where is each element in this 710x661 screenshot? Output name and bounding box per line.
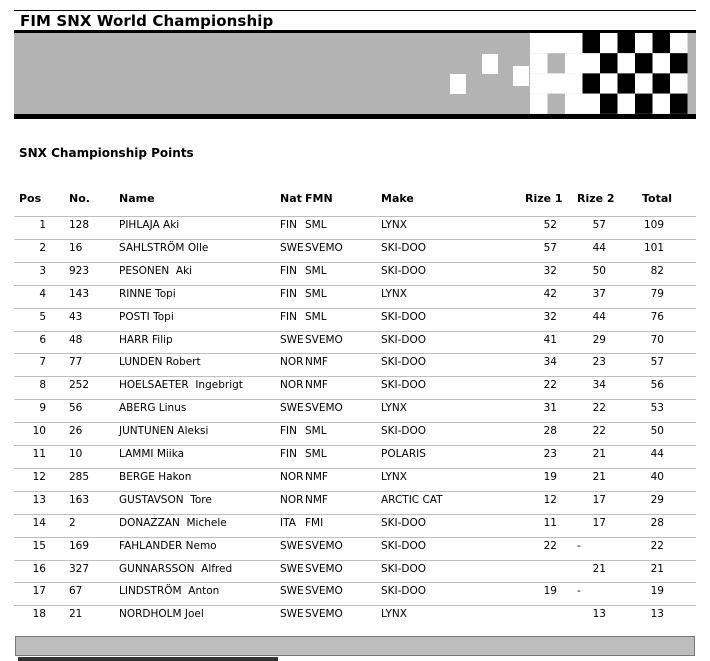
cell-rize2: 17: [592, 517, 606, 529]
cell-no: 128: [69, 219, 90, 231]
cell-fmn: SML: [305, 219, 327, 231]
cell-rize1: 19: [543, 471, 557, 483]
cell-pos: 2: [39, 242, 46, 254]
cell-pos: 13: [32, 494, 46, 506]
cell-pos: 14: [32, 517, 46, 529]
cell-rize2: 21: [592, 471, 606, 483]
cell-rize1: 12: [543, 494, 557, 506]
cell-fmn: SVEMO: [305, 608, 343, 620]
cell-rize2: 44: [592, 242, 606, 254]
row-divider: [14, 582, 696, 583]
cell-rize1: 11: [543, 517, 557, 529]
cell-no: 163: [69, 494, 90, 506]
cell-fmn: SML: [305, 311, 327, 323]
cell-rize2: 57: [592, 219, 606, 231]
cell-name: GUSTAVSON Tore: [119, 494, 212, 506]
footer-text-cutoff: [18, 657, 278, 661]
cell-rize2: 21: [592, 448, 606, 460]
cell-make: SKI-DOO: [381, 311, 427, 323]
table-row: [0, 540, 710, 562]
cell-make: SKI-DOO: [381, 265, 427, 277]
cell-rize2: 37: [592, 288, 606, 300]
cell-no: 77: [69, 356, 83, 368]
cell-fmn: SML: [305, 425, 327, 437]
cell-no: 16: [69, 242, 83, 254]
cell-pos: 10: [32, 425, 46, 437]
cell-make: LYNX: [381, 219, 407, 231]
row-divider: [14, 491, 696, 492]
row-divider: [14, 468, 696, 469]
cell-fmn: SVEMO: [305, 402, 343, 414]
cell-fmn: NMF: [305, 356, 328, 368]
cell-fmn: NMF: [305, 494, 328, 506]
cell-pos: 5: [39, 311, 46, 323]
cell-nat: SWE: [280, 402, 304, 414]
cell-nat: NOR: [280, 471, 304, 483]
cell-rize2: 50: [592, 265, 606, 277]
cell-fmn: SVEMO: [305, 585, 343, 597]
cell-pos: 3: [39, 265, 46, 277]
cell-no: 48: [69, 334, 83, 346]
cell-name: JUNTUNEN Aleksi: [119, 425, 209, 437]
cell-nat: FIN: [280, 265, 297, 277]
cell-nat: FIN: [280, 311, 297, 323]
cell-total: 13: [650, 608, 664, 620]
cell-make: LYNX: [381, 608, 407, 620]
cell-make: SKI-DOO: [381, 242, 427, 254]
cell-name: HARR Filip: [119, 334, 173, 346]
cell-nat: FIN: [280, 219, 297, 231]
table-row: [0, 608, 710, 630]
cell-rize2: 17: [592, 494, 606, 506]
cell-total: 19: [650, 585, 664, 597]
cell-fmn: FMI: [305, 517, 324, 529]
cell-name: LUNDEN Robert: [119, 356, 201, 368]
table-row: [0, 311, 710, 333]
cell-pos: 8: [39, 379, 46, 391]
header-name: Name: [119, 192, 155, 205]
row-divider: [14, 216, 696, 217]
cell-make: LYNX: [381, 402, 407, 414]
cell-no: 43: [69, 311, 83, 323]
cell-make: LYNX: [381, 471, 407, 483]
cell-rize2: -: [577, 540, 581, 552]
cell-no: 285: [69, 471, 90, 483]
cell-total: 44: [650, 448, 664, 460]
cell-name: FAHLANDER Nemo: [119, 540, 217, 552]
cell-rize2: 21: [592, 563, 606, 575]
header-nat: Nat: [280, 192, 302, 205]
row-divider: [14, 537, 696, 538]
cell-pos: 4: [39, 288, 46, 300]
cell-nat: NOR: [280, 379, 304, 391]
cell-fmn: SML: [305, 448, 327, 460]
cell-make: POLARIS: [381, 448, 426, 460]
page-title: FIM SNX World Championship: [20, 12, 274, 30]
cell-no: 67: [69, 585, 83, 597]
row-divider: [14, 353, 696, 354]
cell-no: 26: [69, 425, 83, 437]
table-row: [0, 265, 710, 287]
checkered-flag-banner: [14, 30, 696, 119]
cell-rize1: 22: [543, 540, 557, 552]
cell-name: RINNE Topi: [119, 288, 176, 300]
cell-make: SKI-DOO: [381, 585, 427, 597]
cell-no: 169: [69, 540, 90, 552]
cell-total: 22: [650, 540, 664, 552]
table-row: [0, 471, 710, 493]
cell-nat: SWE: [280, 540, 304, 552]
cell-pos: 16: [32, 563, 46, 575]
cell-total: 56: [650, 379, 664, 391]
cell-fmn: SVEMO: [305, 242, 343, 254]
cell-pos: 9: [39, 402, 46, 414]
cell-pos: 1: [39, 219, 46, 231]
cell-rize1: 41: [543, 334, 557, 346]
cell-pos: 11: [32, 448, 46, 460]
top-rule: [14, 10, 696, 11]
cell-nat: SWE: [280, 563, 304, 575]
row-divider: [14, 605, 696, 606]
cell-fmn: SML: [305, 288, 327, 300]
cell-fmn: SVEMO: [305, 563, 343, 575]
cell-name: PESONEN Aki: [119, 265, 193, 277]
row-divider: [14, 285, 696, 286]
cell-fmn: NMF: [305, 379, 328, 391]
cell-total: 79: [650, 288, 664, 300]
table-row: [0, 219, 710, 241]
cell-name: LINDSTRÖM Anton: [119, 585, 220, 597]
header-rize2: Rize 2: [577, 192, 615, 205]
table-row: [0, 402, 710, 424]
cell-nat: SWE: [280, 334, 304, 346]
cell-rize2: 23: [592, 356, 606, 368]
cell-total: 50: [650, 425, 664, 437]
cell-total: 82: [650, 265, 664, 277]
cell-make: LYNX: [381, 288, 407, 300]
footer-bar: [15, 636, 695, 656]
row-divider: [14, 399, 696, 400]
cell-name: SAHLSTRÖM Olle: [119, 242, 209, 254]
cell-name: GUNNARSSON Alfred: [119, 563, 233, 575]
cell-pos: 17: [32, 585, 46, 597]
cell-make: SKI-DOO: [381, 356, 427, 368]
cell-name: HOELSAETER Ingebrigt: [119, 379, 243, 391]
header-no: No.: [69, 192, 90, 205]
cell-nat: FIN: [280, 448, 297, 460]
cell-nat: FIN: [280, 425, 297, 437]
row-divider: [14, 376, 696, 377]
cell-nat: FIN: [280, 288, 297, 300]
cell-pos: 7: [39, 356, 46, 368]
cell-nat: NOR: [280, 356, 304, 368]
cell-make: SKI-DOO: [381, 334, 427, 346]
cell-no: 327: [69, 563, 90, 575]
header-fmn: FMN: [305, 192, 333, 205]
row-divider: [14, 331, 696, 332]
cell-make: SKI-DOO: [381, 425, 427, 437]
cell-fmn: NMF: [305, 471, 328, 483]
cell-nat: SWE: [280, 242, 304, 254]
row-divider: [14, 514, 696, 515]
table-row: [0, 379, 710, 401]
cell-rize1: 23: [543, 448, 557, 460]
cell-total: 29: [650, 494, 664, 506]
cell-rize1: 32: [543, 265, 557, 277]
cell-nat: ITA: [280, 517, 296, 529]
cell-total: 76: [650, 311, 664, 323]
header-rize1: Rize 1: [525, 192, 563, 205]
cell-make: SKI-DOO: [381, 379, 427, 391]
cell-fmn: SVEMO: [305, 540, 343, 552]
table-row: [0, 288, 710, 310]
cell-total: 109: [643, 219, 664, 231]
cell-rize1: 34: [543, 356, 557, 368]
section-title: SNX Championship Points: [19, 146, 194, 160]
cell-total: 57: [650, 356, 664, 368]
cell-no: 2: [69, 517, 76, 529]
cell-no: 56: [69, 402, 83, 414]
row-divider: [14, 422, 696, 423]
row-divider: [14, 560, 696, 561]
cell-make: SKI-DOO: [381, 517, 427, 529]
cell-nat: SWE: [280, 608, 304, 620]
cell-name: POSTI Topi: [119, 311, 174, 323]
cell-pos: 12: [32, 471, 46, 483]
cell-total: 70: [650, 334, 664, 346]
cell-no: 252: [69, 379, 90, 391]
cell-rize2: 22: [592, 402, 606, 414]
cell-total: 21: [650, 563, 664, 575]
cell-name: ABERG Linus: [119, 402, 187, 414]
cell-total: 101: [643, 242, 664, 254]
cell-rize1: 42: [543, 288, 557, 300]
cell-nat: NOR: [280, 494, 304, 506]
table-row: [0, 494, 710, 516]
cell-rize2: 29: [592, 334, 606, 346]
cell-rize1: 22: [543, 379, 557, 391]
cell-fmn: SVEMO: [305, 334, 343, 346]
header-pos: Pos: [19, 192, 42, 205]
cell-name: BERGE Hakon: [119, 471, 192, 483]
cell-nat: SWE: [280, 585, 304, 597]
table-row: [0, 585, 710, 607]
cell-make: SKI-DOO: [381, 563, 427, 575]
cell-name: LAMMI Miika: [119, 448, 185, 460]
cell-rize1: 32: [543, 311, 557, 323]
cell-make: ARCTIC CAT: [381, 494, 443, 506]
cell-no: 143: [69, 288, 90, 300]
row-divider: [14, 239, 696, 240]
cell-total: 53: [650, 402, 664, 414]
cell-fmn: SML: [305, 265, 327, 277]
cell-rize1: 31: [543, 402, 557, 414]
cell-rize1: 57: [543, 242, 557, 254]
table-row: [0, 448, 710, 470]
cell-pos: 6: [39, 334, 46, 346]
cell-rize1: 52: [543, 219, 557, 231]
table-row: [0, 517, 710, 539]
cell-no: 10: [69, 448, 83, 460]
cell-rize1: 19: [543, 585, 557, 597]
cell-name: DONAZZAN Michele: [119, 517, 227, 529]
cell-rize2: 13: [592, 608, 606, 620]
cell-pos: 15: [32, 540, 46, 552]
cell-pos: 18: [32, 608, 46, 620]
cell-rize2: -: [577, 585, 581, 597]
cell-name: PIHLAJA Aki: [119, 219, 180, 231]
cell-rize2: 34: [592, 379, 606, 391]
cell-total: 28: [650, 517, 664, 529]
row-divider: [14, 445, 696, 446]
cell-make: SKI-DOO: [381, 540, 427, 552]
cell-name: NORDHOLM Joel: [119, 608, 204, 620]
row-divider: [14, 308, 696, 309]
cell-rize2: 44: [592, 311, 606, 323]
header-make: Make: [381, 192, 414, 205]
table-row: [0, 425, 710, 447]
table-row: [0, 242, 710, 264]
cell-rize2: 22: [592, 425, 606, 437]
cell-no: 923: [69, 265, 90, 277]
cell-total: 40: [650, 471, 664, 483]
cell-rize1: 28: [543, 425, 557, 437]
row-divider: [14, 262, 696, 263]
cell-no: 21: [69, 608, 83, 620]
header-total: Total: [642, 192, 673, 205]
table-row: [0, 356, 710, 378]
